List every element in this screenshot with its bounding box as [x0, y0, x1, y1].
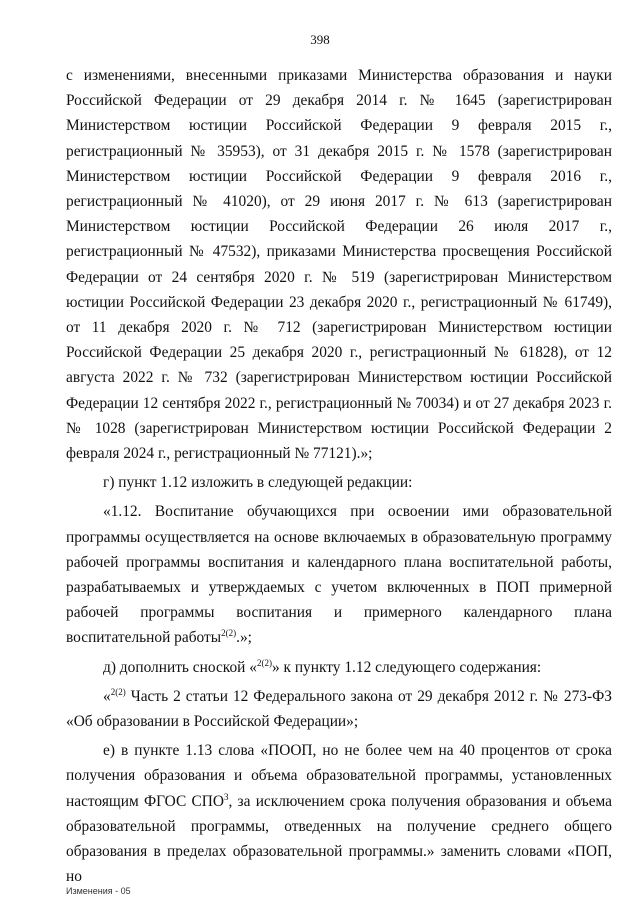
footnote-text-start: « [103, 687, 111, 705]
footnote-ref-2-2: 2(2) [256, 657, 272, 668]
paragraph-item-g: г) пункт 1.12 изложить в следующей редакции: [103, 474, 413, 492]
footnote-ref-2-2: 2(2) [221, 628, 237, 639]
footnote-ref-3: 3 [223, 791, 229, 802]
clause-1-12-end: .»; [236, 629, 252, 647]
paragraph-amendments-list: с изменениями, внесенными приказами Министерства образования и науки Российской Федерации от 29 декабря 2014 г. № 1645 (зарегистрирован Министерством юстиции Российской Федерации 9 февраля 2015 г., регистрационный № 35953), от 31 декабря 2015 г. № 1578 (зарегистрирован Министерством юстиции Российской Федерации 9 февраля 2016 г., регистрационный № 41020), от 29 июня 2017 г. № 613 (зарегистрирован Министерством юстиции Российской Федерации 26 июля 2017 г., регистрационный № 47532), приказами Министерства просвещения Российской Федерации от 24 сентября 2020 г. № 519 (зарегистрирован Министерством юстиции Российской Федерации 23 декабря 2020 г., регистрационный № 61749), от 11 декабря 2020 г. № 712 (зарегистрирован Министерством юстиции Российской Федерации 25 декабря 2020 г., регистрационный № 61828), от 12 августа 2022 г. № 732 (зарегистрирован Министерством юстиции Российской Федерации 12 сентября 2022 г., регистрационный № 70034) и от 27 декабря 2023 г. № 1028 (зарегистрирован Министерством юстиции Российской Федерации 2 февраля 2024 г., регистрационный № 77121).»; [66, 67, 612, 463]
paragraph-clause-1-12 [66, 499, 612, 650]
paragraph-item-e [66, 738, 612, 889]
item-d-start: д) дополнить сноской « [103, 658, 257, 676]
footnote-ref-2-2: 2(2) [110, 686, 126, 697]
clause-1-12-text: «1.12. Воспитание обучающихся при освоении ими образовательной программы осуществляется на основе включаемых в образовательную программу рабочей программы воспитания и календарного плана воспитательной работы, разрабатываемых и утверждаемых с учетом включенных в ПОП примерной рабочей программы воспитания и примерного календарного плана воспитательной работы [66, 503, 612, 647]
footnote-text-end: Часть 2 статьи 12 Федерального закона от 29 декабря 2012 г. № 273-ФЗ «Об образовании в Российской Федерации»; [66, 687, 612, 731]
item-e-end: , за исключением срока получения образования и объема образовательной программы, отведенных на получение среднего общего образования в пределах образовательной программы.» заменить словами «ПОП, но [66, 792, 612, 886]
paragraph-item-d [66, 655, 612, 680]
page-number: 398 [310, 32, 330, 47]
document-body [66, 63, 612, 890]
item-d-end: » к пункту 1.12 следующего содержания: [271, 658, 542, 676]
paragraph-footnote-text [66, 684, 612, 734]
item-e-start: е) в пункте 1.13 слова «ПООП, но не более чем на 40 процентов от срока получения образования и объема образовательной программы, установленных настоящим ФГОС СПО [66, 742, 612, 810]
page-footer: Изменения - 05 [66, 886, 131, 896]
